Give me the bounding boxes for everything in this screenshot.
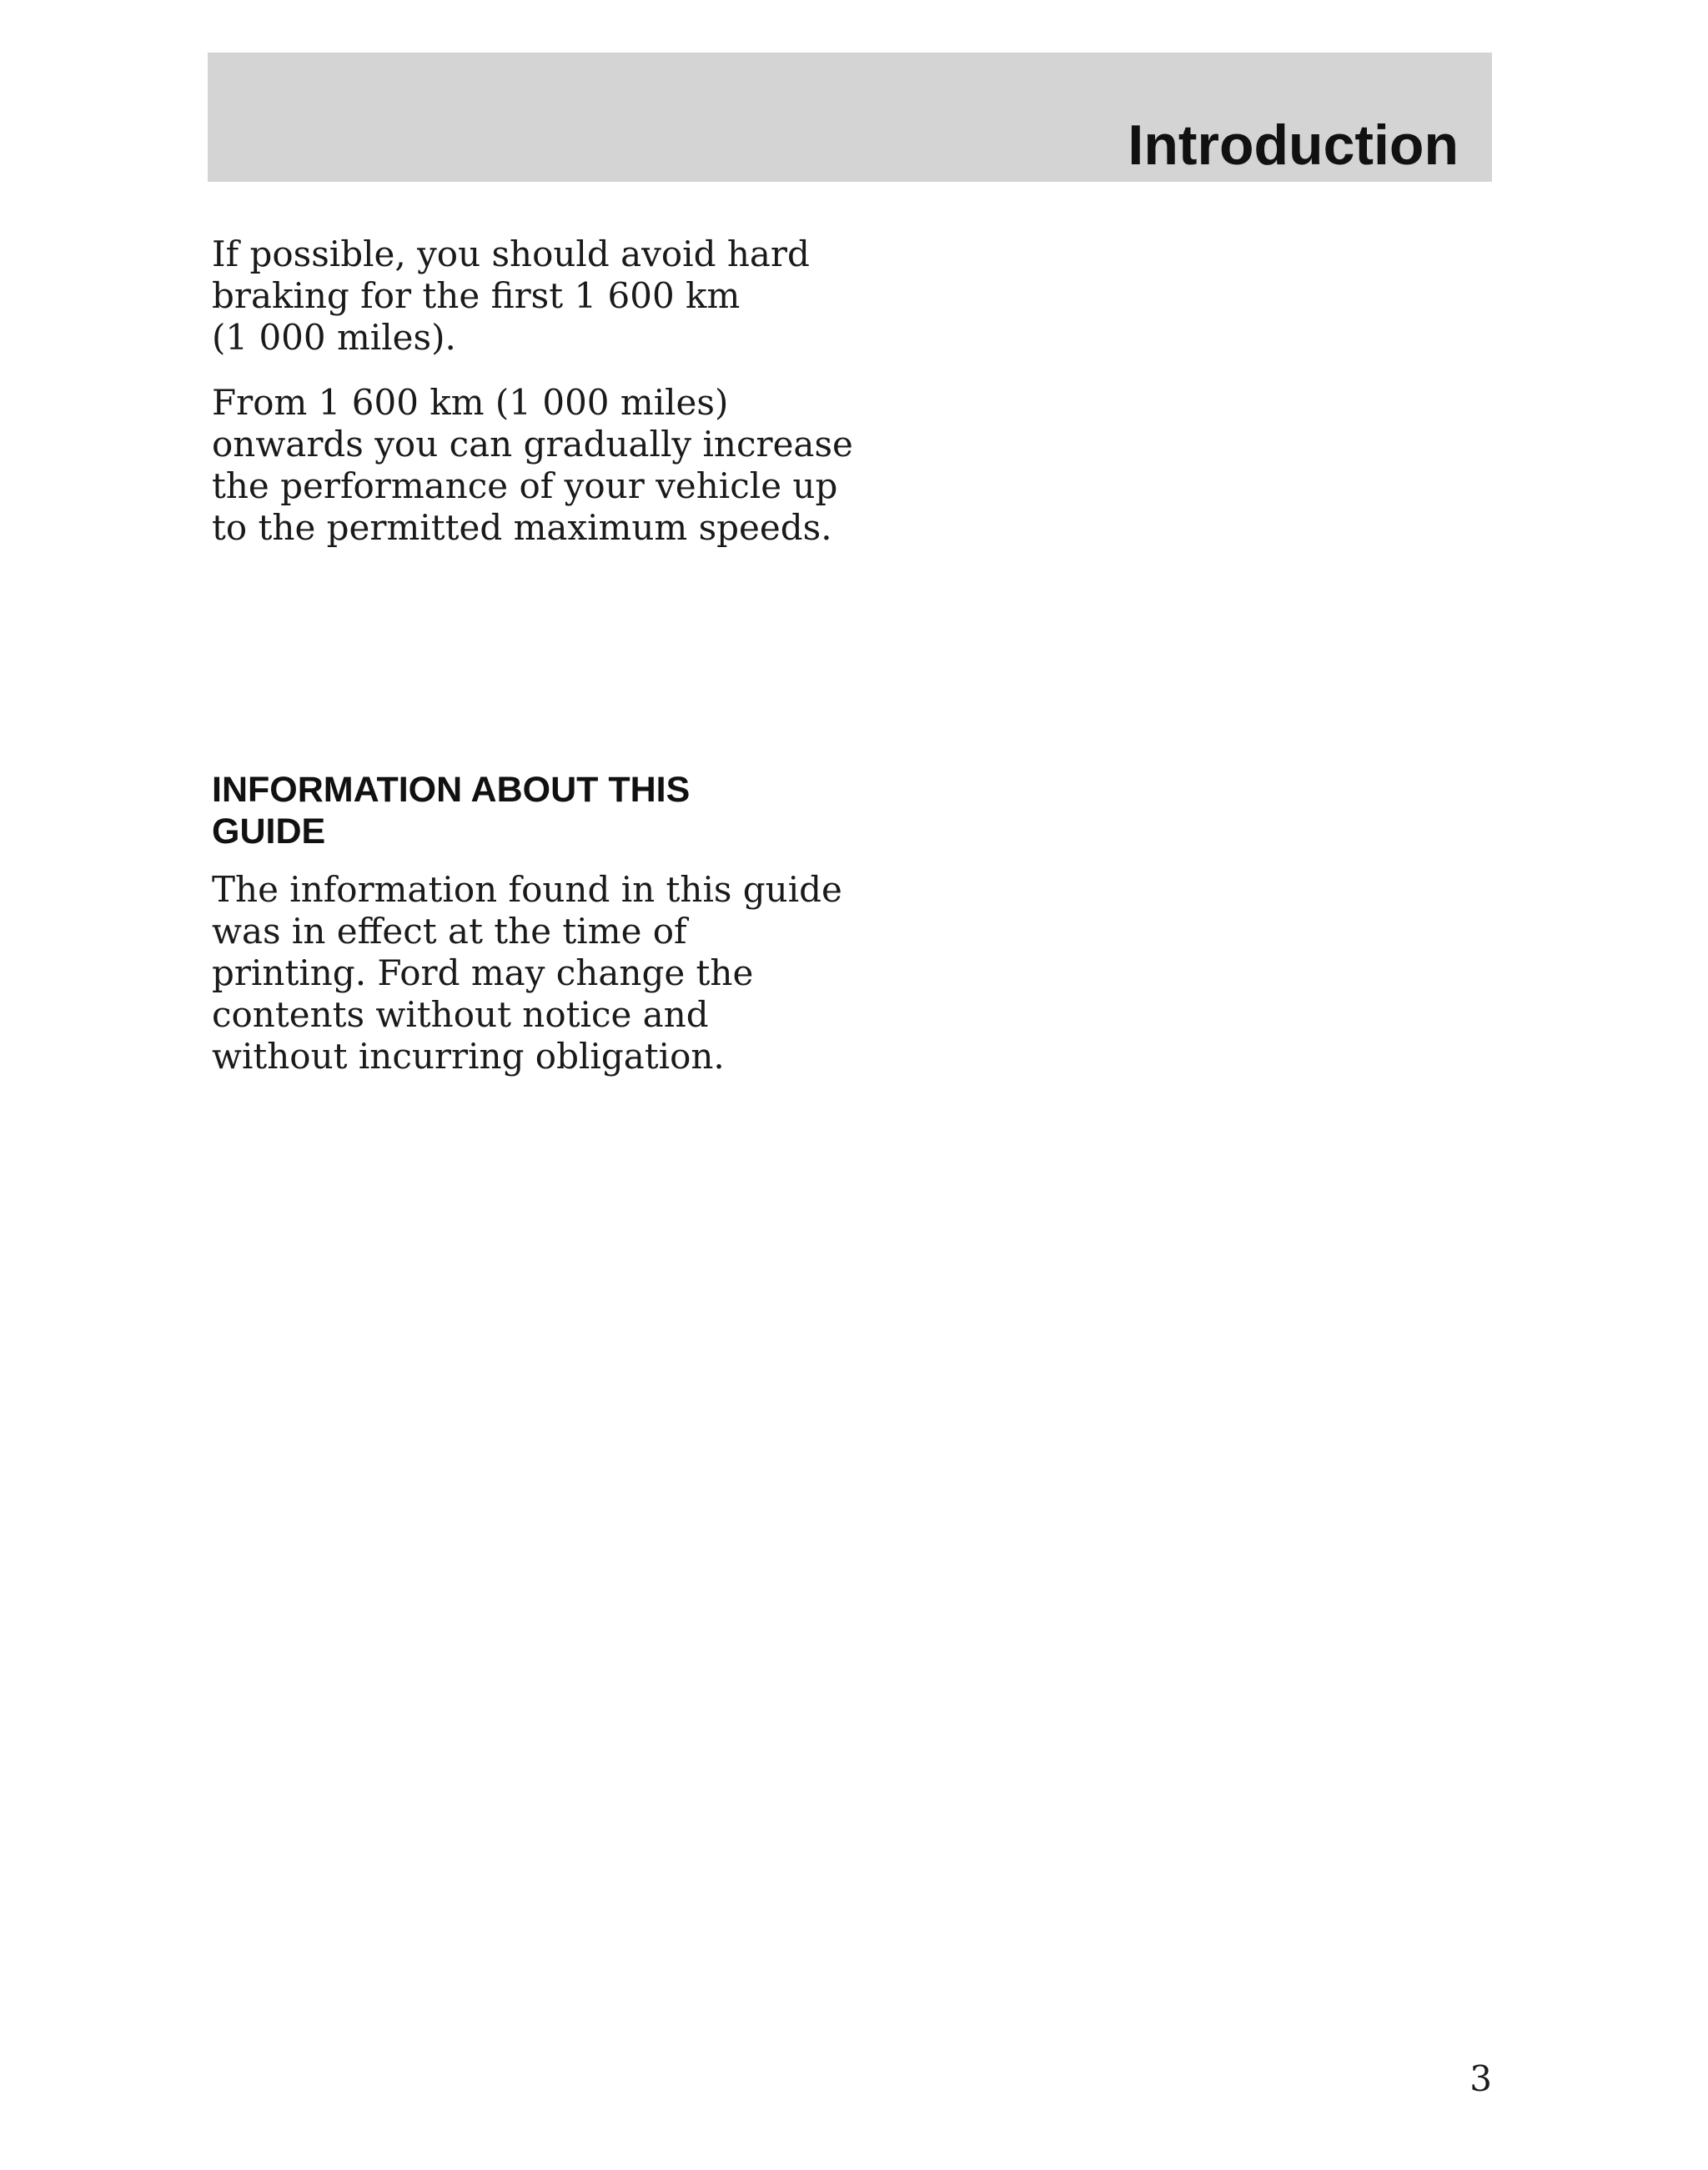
text-line: From 1 600 km (1 000 miles) [212,382,729,423]
text-line: without incurring obligation. [212,1036,725,1077]
text-line: the performance of your vehicle up [212,465,838,506]
text-line: braking for the first 1 600 km [212,275,741,316]
section-title: Introduction [1128,113,1459,177]
page-number: 3 [1469,2058,1492,2099]
text-line: (1 000 miles). [212,317,456,358]
heading-line: INFORMATION ABOUT THIS [212,770,691,810]
paragraph-braking [212,234,846,359]
text-line: onwards you can gradually increase [212,424,853,465]
text-line: to the permitted maximum speeds. [212,507,832,548]
heading-line: GUIDE [212,811,326,851]
section-header-band [208,53,1492,182]
text-line: contents without notice and [212,994,709,1035]
text-line: printing. Ford may change the [212,952,754,993]
paragraph-guide-info [212,869,846,1077]
guide-info-heading [212,769,846,852]
text-line: was in effect at the time of [212,911,687,952]
text-line: If possible, you should avoid hard [212,234,810,274]
paragraph-performance [212,382,853,549]
text-line: The information found in this guide [212,869,842,910]
